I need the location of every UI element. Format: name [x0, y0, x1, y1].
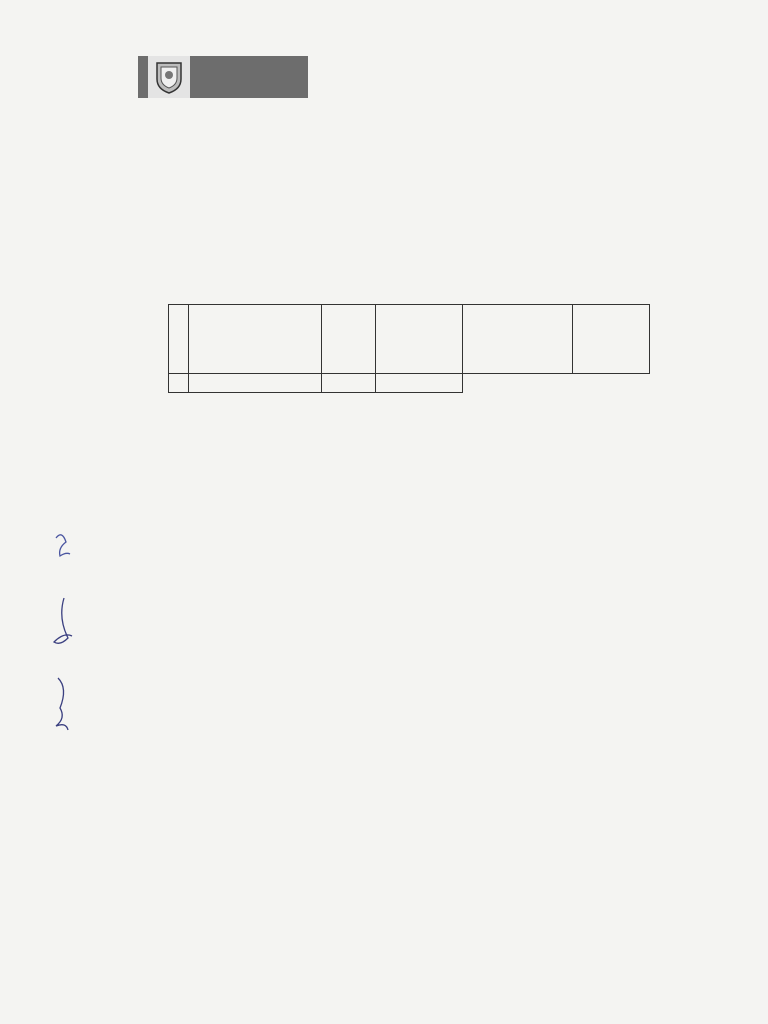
handwritten-signature-icon	[42, 528, 82, 738]
positions-table	[168, 304, 650, 393]
header-cantidad	[321, 305, 375, 374]
header-cargo	[188, 305, 321, 374]
total-label	[188, 374, 321, 393]
header-fuente	[375, 305, 463, 374]
total-row	[169, 374, 650, 393]
regional-government-logo	[138, 56, 308, 98]
logo-left-text	[138, 56, 148, 98]
total-value	[321, 374, 375, 393]
header-remuneracion	[573, 305, 650, 374]
header-area	[463, 305, 573, 374]
coat-of-arms-icon	[148, 56, 190, 98]
header-number	[169, 305, 189, 374]
table-header-row	[169, 305, 650, 374]
logo-right-text	[190, 56, 198, 98]
